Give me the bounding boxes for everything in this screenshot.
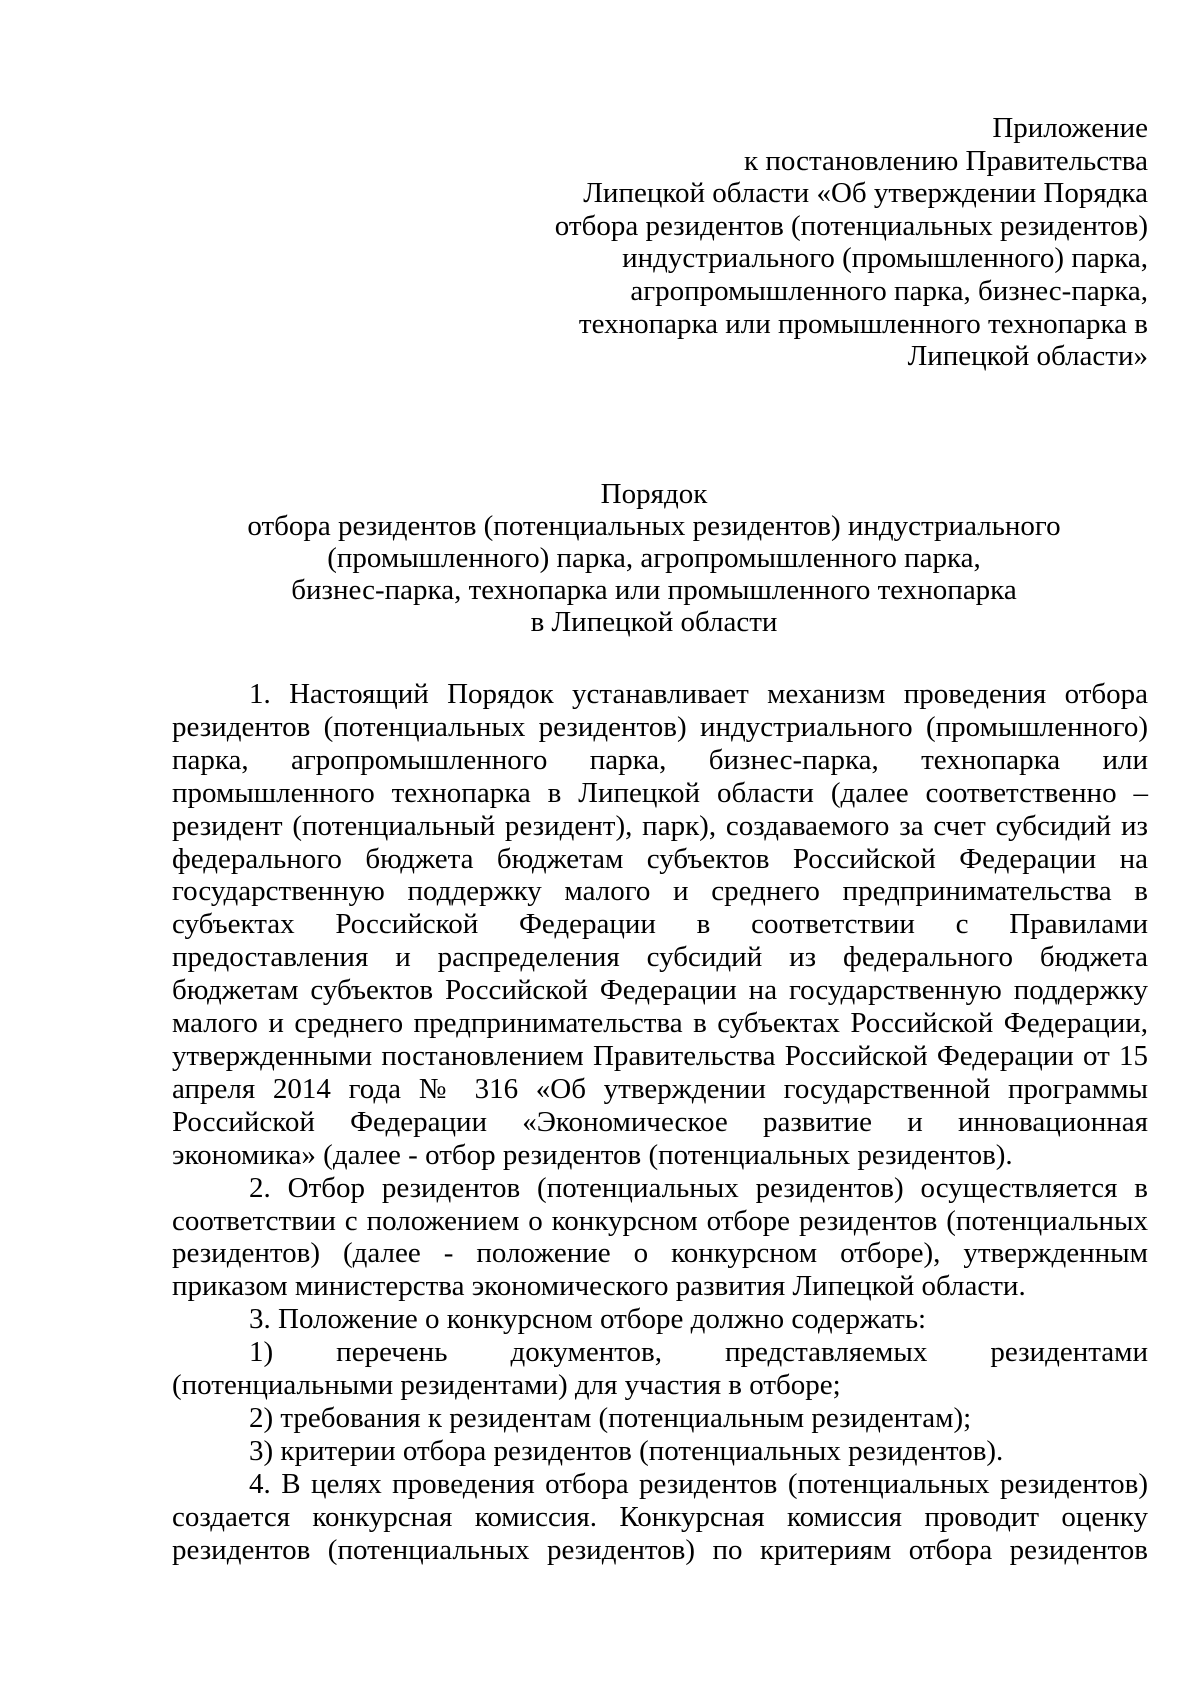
document-title — [160, 478, 1148, 638]
paragraph-4: 4. В целях проведения отбора резидентов (потенциальных резидентов) создается конкурсная комиссия. Конкурсная комиссия проводит оценку резидентов (потенциальных резидентов) по критериям отбора резидентов — [172, 1467, 1148, 1566]
list-item-3: 3) критерии отбора резидентов (потенциальных резидентов). — [249, 1434, 1004, 1467]
appendix-line: технопарка или промышленного технопарка в — [578, 307, 1148, 340]
title-line: в Липецкой области — [530, 606, 778, 638]
paragraph-2: 2. Отбор резидентов (потенциальных резидентов) осуществляется в соответствии с положением о конкурсном отборе резидентов (потенциальных резидентов) (далее - положение о конкурсном отборе), утвержденным приказом министерства экономического развития Липецкой области. — [172, 1171, 1148, 1303]
appendix-line: Приложение — [992, 112, 1148, 144]
paragraph-3: 3. Положение о конкурсном отборе должно содержать: — [249, 1303, 927, 1336]
appendix-line: к постановлению Правительства — [744, 144, 1148, 177]
list-item-1: 1) перечень документов, представляемых резидентами (потенциальными резидентами) для участия в отборе; — [172, 1336, 1148, 1402]
appendix-line: отбора резидентов (потенциальных резидентов) — [554, 209, 1148, 242]
appendix-line: Липецкой области «Об утверждении Порядка — [583, 177, 1148, 210]
list-item-2: 2) требования к резидентам (потенциальным резидентам); — [249, 1401, 972, 1434]
title-line: (промышленного) парка, агропромышленного парка, — [327, 542, 981, 574]
appendix-line: агропромышленного парка, бизнес-парка, — [630, 274, 1148, 307]
title-line: Порядок — [600, 478, 708, 510]
paragraph-1: 1. Настоящий Порядок устанавливает механизм проведения отбора резидентов (потенциальных резидентов) индустриального (промышленного) парка, агропромышленного парка, бизнес-парка, технопарка или промышленного технопарка в Липецкой области (далее соответственно – резидент (потенциальный резидент), парк), создаваемого за счет субсидий из федерального бюджета бюджетам субъектов Российской Федерации на государственную поддержку малого и среднего предпринимательства в субъектах Российской Федерации в соответствии с Правилами предоставления и распределения субсидий из федерального бюджета бюджетам субъектов Российской Федерации на государственную поддержку малого и среднего предпринимательства в субъектах Российской Федерации, утвержденными постановлением Правительства Российской Федерации от 15 апреля 2014 года № 316 «Об утверждении государственной программы Российской Федерации «Экономическое развитие и инновационная экономика» (далее - отбор резидентов (потенциальных резидентов). — [172, 678, 1148, 1171]
document-body — [172, 678, 1148, 1566]
appendix-line: Липецкой области» — [907, 340, 1148, 373]
title-line: бизнес-парка, технопарка или промышленного технопарка — [291, 574, 1017, 606]
title-line: отбора резидентов (потенциальных резидентов) индустриального — [247, 510, 1061, 542]
appendix-header — [528, 112, 1148, 373]
appendix-line: индустриального (промышленного) парка, — [622, 242, 1148, 275]
